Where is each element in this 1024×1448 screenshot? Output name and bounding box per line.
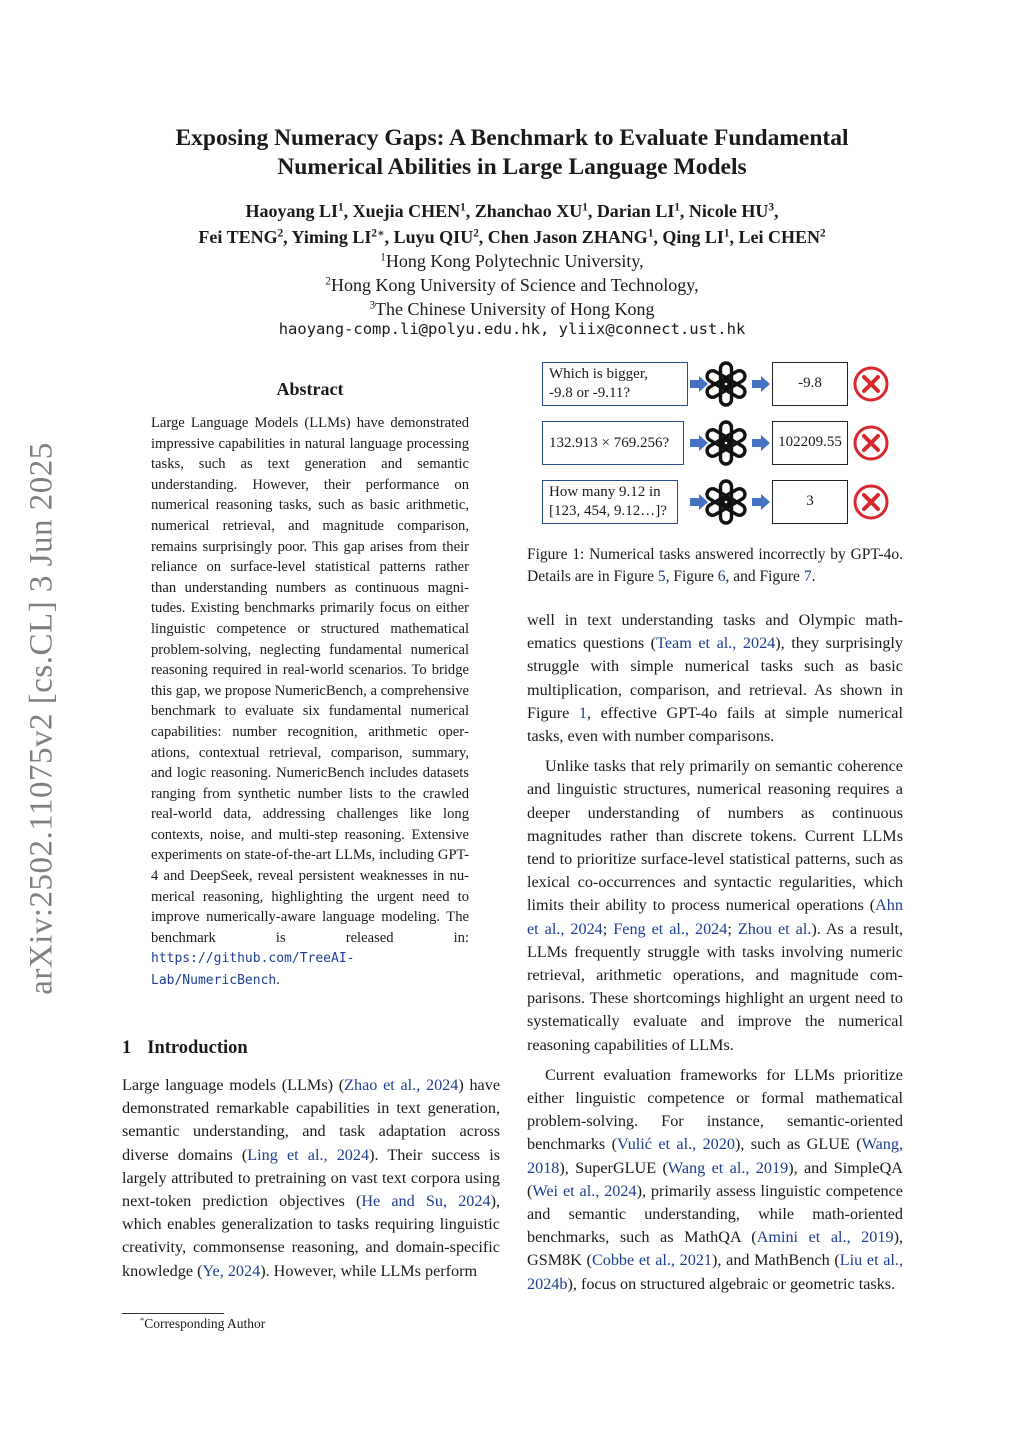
text-run: ). However, while LLMs perform	[260, 1261, 478, 1280]
right-column-text	[527, 609, 903, 1296]
answer-box	[772, 421, 848, 465]
paper-title	[100, 124, 924, 182]
citation-link[interactable]: Zhou et al.	[737, 919, 812, 938]
question-text: 132.913 × 769.256?	[549, 434, 670, 451]
citation-link[interactable]: Vulić et al., 2020	[616, 1135, 735, 1154]
answer-text: 102209.55	[778, 434, 842, 450]
affiliation-text: Hong Kong Polytechnic University,	[385, 251, 644, 271]
citation-link[interactable]: Team et al., 2024	[656, 634, 776, 653]
text-run: Large language models (LLMs) (	[122, 1076, 345, 1094]
text-run: ), such as GLUE (	[734, 1135, 862, 1154]
cross-circle-icon	[852, 424, 890, 462]
affiliation-marker: 1	[674, 201, 680, 214]
author-name: Qing LI	[662, 227, 724, 247]
text-run: ), GSM8K (	[527, 1228, 903, 1270]
affiliation-line	[80, 249, 944, 273]
intro-paragraph-1	[122, 1074, 500, 1283]
author-name: Zhanchao XU	[474, 201, 583, 221]
question-box	[542, 362, 688, 406]
authors-line-1: Haoyang $LI^1$, Xuejia CHEN$^1$, Zhanchao $XU^1$, Darian $LI^1$, Nicole $HU^3$,	[245, 201, 779, 221]
affiliation-line	[80, 297, 944, 321]
repository-link[interactable]: https://github.com/TreeAI-Lab/NumericBench	[151, 951, 355, 989]
footnote	[140, 1316, 265, 1332]
abstract-heading: Abstract	[276, 379, 344, 399]
citation-link[interactable]: Wei et al., 2024	[532, 1181, 637, 1200]
cross-circle-icon	[852, 483, 890, 521]
affiliation-marker: 1	[460, 201, 466, 214]
question-text: Which is bigger, -9.8 or -9.11?	[549, 366, 648, 401]
citation-link[interactable]: Cobbe et al., 2021	[591, 1251, 713, 1270]
author-name: Nicole HU	[688, 201, 769, 221]
text-run: .	[811, 568, 816, 585]
body-paragraph	[527, 609, 903, 748]
text-run: ;	[727, 919, 738, 938]
text-run: ), they surprisingly struggle with simple numerical tasks such as basic multiplication, comparison, and retrieval. As shown in Figure	[527, 634, 903, 722]
affiliation-marker: 2	[325, 275, 331, 288]
text-run: ). As a result, LLMs frequently struggle with tasks involving numeric retrieval, arithmetic operations, and magnitude comparisons. These shortcomings highlight an urgent need to systematically evaluate and improve the numerical reasoning capabilities of LLMs.	[527, 919, 903, 1054]
citation-link[interactable]: Ye, 2024	[202, 1261, 261, 1280]
text-run: ), which enables generalization to tasks requiring linguistic creativity, commonsense reasoning, and domain-specific knowledge (	[122, 1192, 501, 1280]
author-name: Luyu QIU	[393, 227, 474, 247]
openai-logo-icon	[701, 418, 751, 468]
openai-logo-icon	[701, 359, 751, 409]
cross-circle-icon	[852, 365, 890, 403]
text-run: Unlike tasks that rely primarily on semantic coherence and linguistic structures, numerical reasoning requires a deeper understanding of numbers as continuous magnitudes rather than discrete tokens. Current LLMs tend to prioritize surface-level statistical patterns, such as lexical co-occurrences and syntactic regularities, which limits their ability to process numerical operations (	[527, 757, 903, 915]
author-name: Haoyang LI	[245, 201, 339, 221]
title-line-1: Exposing Numeracy Gaps: A Benchmark to Evaluate Fundamental	[175, 125, 849, 151]
abstract-end: .	[276, 972, 280, 989]
citation-link[interactable]: 1	[578, 703, 587, 722]
answer-box	[772, 362, 848, 406]
citation-link[interactable]: He and Su, 2024	[361, 1192, 491, 1211]
affiliation-marker: 2∗	[371, 227, 385, 240]
arrow-right-icon	[752, 494, 770, 510]
affiliation-marker: 3	[768, 201, 774, 214]
author-name: Yiming LI	[291, 227, 372, 247]
author-name: Lei CHEN	[738, 227, 821, 247]
text-run: Current evaluation frameworks for LLMs prioritize either linguistic competence or formal mathematical problem-solving. For instance, semantic-oriented benchmarks (	[527, 1065, 903, 1154]
text-run: ;	[602, 919, 614, 938]
abstract-body	[151, 413, 469, 992]
arrow-right-icon	[752, 435, 770, 451]
question-text: How many 9.12 in [123, 454, 9.12…]?	[549, 484, 667, 519]
abstract-text: Large Language Models (LLMs) have demonstrated impressive capabilities in natural language processing tasks, such as text generation and semantic understanding. However, their performance on numerical reasoning tasks, such as basic arithmetic, numerical retrieval, and magnitude comparison, remains surprisingly poor. This gap arises from their reliance on surface-level statistical patterns rather than understanding numbers as continuous magnitudes. Existing benchmarks primarily focus on either linguistic competence or structured mathematical problem-solving, neglecting fundamental numerical reasoning required in real-world scenarios. To bridge this gap, we propose NumericBench, a comprehensive benchmark to evaluate six fundamental numerical capabilities: number recognition, arithmetic operations, contextual retrieval, comparison, summary, and logic reasoning. NumericBench includes datasets ranging from synthetic number lists to the crawled real-world data, addressing challenges like long contexts, noise, and multi-step reasoning. Extensive experiments on state-of-the-art LLMs, including GPT-4 and DeepSeek, reveal persistent weaknesses in numerical reasoning, highlighting the urgent need to improve numerically-aware language modeling. The benchmark is released in:	[151, 415, 469, 946]
figure-1	[536, 358, 902, 534]
affiliation-marker: 3	[369, 299, 376, 312]
text-run: , Figure	[665, 568, 718, 585]
answer-text: -9.8	[798, 375, 822, 391]
author-name: Xuejia CHEN	[352, 201, 461, 221]
text-run: well in text understanding tasks and Olympic mathematics questions (	[527, 611, 903, 653]
affiliation-text: The Chinese University of Hong Kong	[375, 299, 655, 319]
affiliations	[80, 249, 944, 321]
contact-emails[interactable]: haoyang-comp.li@polyu.edu.hk, yliix@connect.ust.hk	[278, 320, 746, 338]
text-run: ), focus on structured algebraic or geometric tasks.	[567, 1274, 896, 1293]
citation-link[interactable]: Liu et al., 2024b	[527, 1251, 904, 1293]
affiliation-marker: 1	[647, 227, 654, 240]
affiliation-marker: 1	[723, 227, 730, 240]
answer-text: 3	[806, 493, 814, 509]
citation-link[interactable]: Ahn et al., 2024	[527, 896, 903, 938]
affiliation-line	[80, 273, 944, 297]
affiliation-text: Hong Kong University of Science and Technology,	[330, 275, 699, 295]
arrow-right-icon	[752, 376, 770, 392]
answer-box	[772, 480, 848, 524]
citation-link[interactable]: Feng et al., 2024	[613, 919, 728, 938]
affiliation-marker: 2	[277, 227, 284, 240]
citation-link[interactable]: Wang, 2018	[527, 1135, 904, 1177]
affiliation-marker: 1	[582, 201, 588, 214]
affiliation-marker: 2	[820, 227, 826, 240]
citation-link[interactable]: Wang et al., 2019	[667, 1158, 789, 1177]
question-box	[542, 421, 684, 465]
arxiv-identifier: arXiv:2502.11075v2 [cs.CL] 3 Jun 2025	[23, 442, 60, 995]
affiliation-marker: 1	[380, 251, 386, 264]
question-box	[542, 480, 678, 524]
text-run: ), and MathBench (	[712, 1251, 840, 1270]
affiliation-marker: 1	[338, 201, 344, 214]
text-run: , and Figure	[725, 568, 804, 585]
affiliation-marker: 2	[473, 227, 479, 240]
text-run: ), and SimpleQA (	[527, 1158, 903, 1200]
author-list	[80, 198, 944, 250]
text-run: ). Their success is largely attributed to pretraining on vast text corpora using next-token prediction objectives (	[122, 1145, 501, 1211]
text-run: , effective GPT-4o fails at simple numerical tasks, even with number comparisons.	[527, 703, 903, 746]
citation-link[interactable]: Amini et al., 2019	[756, 1228, 894, 1247]
author-name: Fei TENG	[198, 227, 278, 247]
body-paragraph	[527, 755, 903, 1057]
text-run: ), primarily assess linguistic competence and semantic understanding, while math-oriented benchmarks, such as MathQA (	[527, 1181, 903, 1247]
section-number: 1	[122, 1038, 132, 1058]
author-name: Darian LI	[596, 201, 675, 221]
openai-logo-icon	[701, 477, 751, 527]
authors-line-2: Fei TENG$^2$, Yiming $LI^{2∗}$, Luyu QIU$^2$, Chen Jason ZHANG$^1$, Qing $LI^1$, Lei CHEN$^2$	[198, 227, 826, 247]
text-run: ) have demonstrated remarkable capabilities in text generation, semantic understanding, and task adaptation across diverse domains (	[122, 1076, 501, 1164]
citation-link[interactable]: Zhao et al., 2024	[344, 1076, 459, 1094]
title-line-2: Numerical Abilities in Large Language Models	[277, 154, 747, 180]
author-name: Chen Jason ZHANG	[487, 227, 648, 247]
citation-link[interactable]: 7	[803, 568, 812, 585]
body-paragraph	[527, 1064, 903, 1296]
section-title: Introduction	[147, 1038, 248, 1058]
footnote-text: Corresponding Author	[144, 1316, 266, 1331]
footnote-marker: *	[140, 1315, 145, 1325]
citation-link[interactable]: Ling et al., 2024	[247, 1145, 370, 1164]
text-run: Figure 1: Numerical tasks answered incorrectly by GPT-4o. Details are in Figure	[527, 546, 903, 585]
text-run: ), SuperGLUE (	[559, 1158, 668, 1177]
citation-link[interactable]: 6	[717, 568, 726, 585]
section-heading-introduction	[122, 1038, 248, 1059]
footnote-rule	[122, 1313, 224, 1314]
figure-caption	[527, 544, 903, 588]
citation-link[interactable]: 5	[657, 568, 666, 585]
